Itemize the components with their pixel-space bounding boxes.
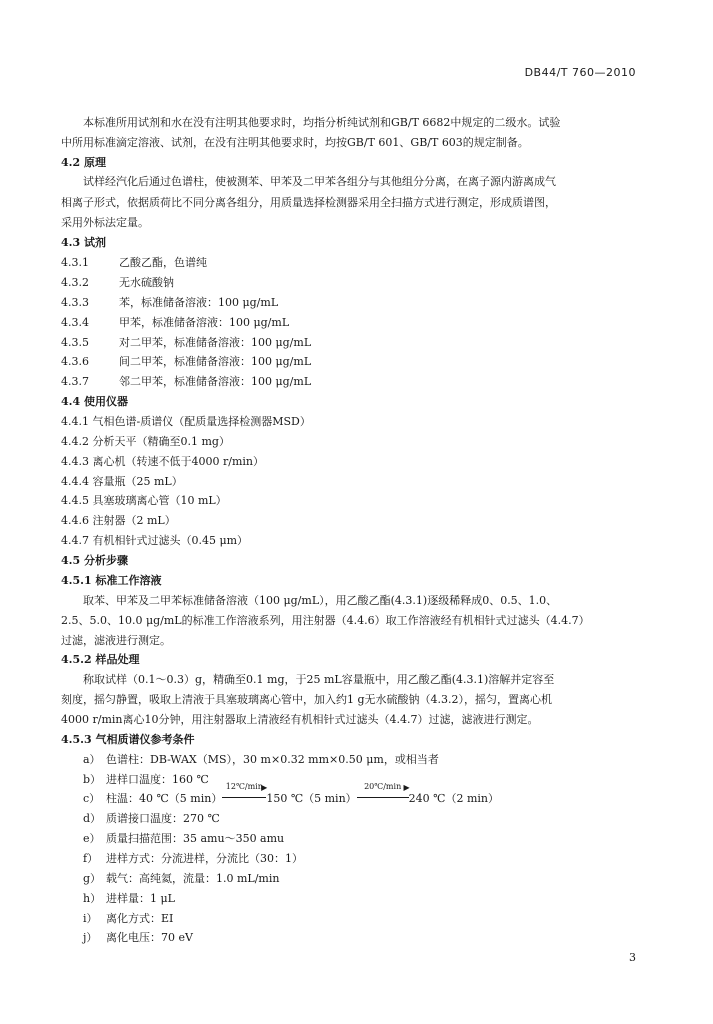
instrument-item: 4.4.7 有机相针式过滤头（0.45 μm） [61, 534, 249, 547]
standard-solution-line-1: 取苯、甲苯及二甲苯标准储备溶液（100 μg/mL），用乙酸乙酯(4.3.1)逐级稀释成0、0.5、1.0、 [83, 594, 558, 607]
ramp-arrow-1: 12℃/min ▶ [222, 792, 266, 806]
condition-item: g） 载气：高纯氦，流量：1.0 mL/min [83, 872, 280, 885]
section-4-5-3-heading: 4.5.3 气相质谱仪参考条件 [61, 733, 195, 746]
condition-item: a） 色谱柱：DB-WAX（MS），30 m×0.32 mm×0.50 μm，或相当者 [83, 753, 439, 766]
instrument-item: 4.4.1 气相色谱-质谱仪（配质量选择检测器MSD） [61, 415, 311, 428]
intro-line-2: 中所用标准滴定溶液、试剂，在没有注明其他要求时，均按GB/T 601、GB/T 603的规定制备。 [61, 136, 529, 149]
condition-item: e） 质量扫描范围：35 amu～350 amu [83, 832, 285, 845]
section-4-3-heading: 4.3 试剂 [61, 236, 106, 249]
condition-item: f） 进样方式：分流进样，分流比（30：1） [83, 852, 303, 865]
sample-prep-line-2: 刻度，摇匀静置，吸取上清液于具塞玻璃离心管中，加入约1 g无水硫酸钠（4.3.2），摇匀，置离心机 [61, 693, 553, 706]
reagent-item: 4.3.1 乙酸乙酯，色谱纯 [61, 256, 207, 269]
instrument-item: 4.4.5 具塞玻璃离心管（10 mL） [61, 494, 227, 507]
reagent-item: 4.3.7 邻二甲苯，标准储备溶液：100 μg/mL [61, 375, 312, 388]
reagent-item: 4.3.3 苯，标准储备溶液：100 μg/mL [61, 296, 279, 309]
section-4-5-heading: 4.5 分析步骤 [61, 554, 128, 567]
standard-solution-line-2: 2.5、5.0、10.0 μg/mL的标准工作溶液系列，用注射器（4.4.6）取工作溶液经有机相针式过滤头（4.4.7） [61, 614, 590, 627]
principle-line-2: 相离子形式，依据质荷比不同分离各组分，用质量选择检测器采用全扫描方式进行测定，形成质谱图， [61, 196, 556, 209]
page-number: 3 [629, 951, 636, 964]
section-4-5-1-heading: 4.5.1 标准工作溶液 [61, 574, 162, 587]
section-4-5-2-heading: 4.5.2 样品处理 [61, 653, 140, 666]
section-4-4-heading: 4.4 使用仪器 [61, 395, 128, 408]
condition-item: i） 离化方式：EI [83, 912, 174, 925]
instrument-item: 4.4.4 容量瓶（25 mL） [61, 475, 183, 488]
condition-item-oven-program: c） 柱温：40 ℃（5 min） 12℃/min ▶ 150 ℃（5 min） 20℃/min ▶ 240 ℃（2 min） [83, 782, 499, 805]
reagent-item: 4.3.4 甲苯，标准储备溶液：100 μg/mL [61, 316, 290, 329]
principle-line-3: 采用外标法定量。 [61, 216, 149, 229]
condition-item: b） 进样口温度：160 ℃ [83, 773, 209, 786]
reagent-item: 4.3.6 间二甲苯，标准储备溶液：100 μg/mL [61, 355, 312, 368]
principle-line-1: 试样经汽化后通过色谱柱，使被测苯、甲苯及二甲苯各组分与其他组分分离，在离子源内游离成气 [83, 175, 556, 188]
instrument-item: 4.4.6 注射器（2 mL） [61, 514, 176, 527]
ramp-arrow-2: 20℃/min ▶ [357, 792, 409, 806]
reagent-item: 4.3.2 无水硫酸钠 [61, 276, 174, 289]
section-4-2-heading: 4.2 原理 [61, 156, 106, 169]
instrument-item: 4.4.2 分析天平（精确至0.1 mg） [61, 435, 230, 448]
intro-line-1: 本标准所用试剂和水在没有注明其他要求时，均指分析纯试剂和GB/T 6682中规定的二级水。试验 [83, 116, 561, 129]
standard-code-header: DB44/T 760—2010 [524, 66, 636, 79]
reagent-item: 4.3.5 对二甲苯，标准储备溶液：100 μg/mL [61, 336, 312, 349]
condition-item: d） 质谱接口温度：270 ℃ [83, 812, 220, 825]
standard-solution-line-3: 过滤，滤液进行测定。 [61, 634, 171, 647]
sample-prep-line-3: 4000 r/min离心10分钟，用注射器取上清液经有机相针式过滤头（4.4.7）过滤，滤液进行测定。 [61, 713, 539, 726]
condition-item: h） 进样量：1 μL [83, 892, 175, 905]
instrument-item: 4.4.3 离心机（转速不低于4000 r/min） [61, 455, 264, 468]
condition-item: j） 离化电压：70 eV [83, 931, 193, 944]
sample-prep-line-1: 称取试样（0.1～0.3）g，精确至0.1 mg，于25 mL容量瓶中，用乙酸乙酯(4.3.1)溶解并定容至 [83, 673, 555, 686]
